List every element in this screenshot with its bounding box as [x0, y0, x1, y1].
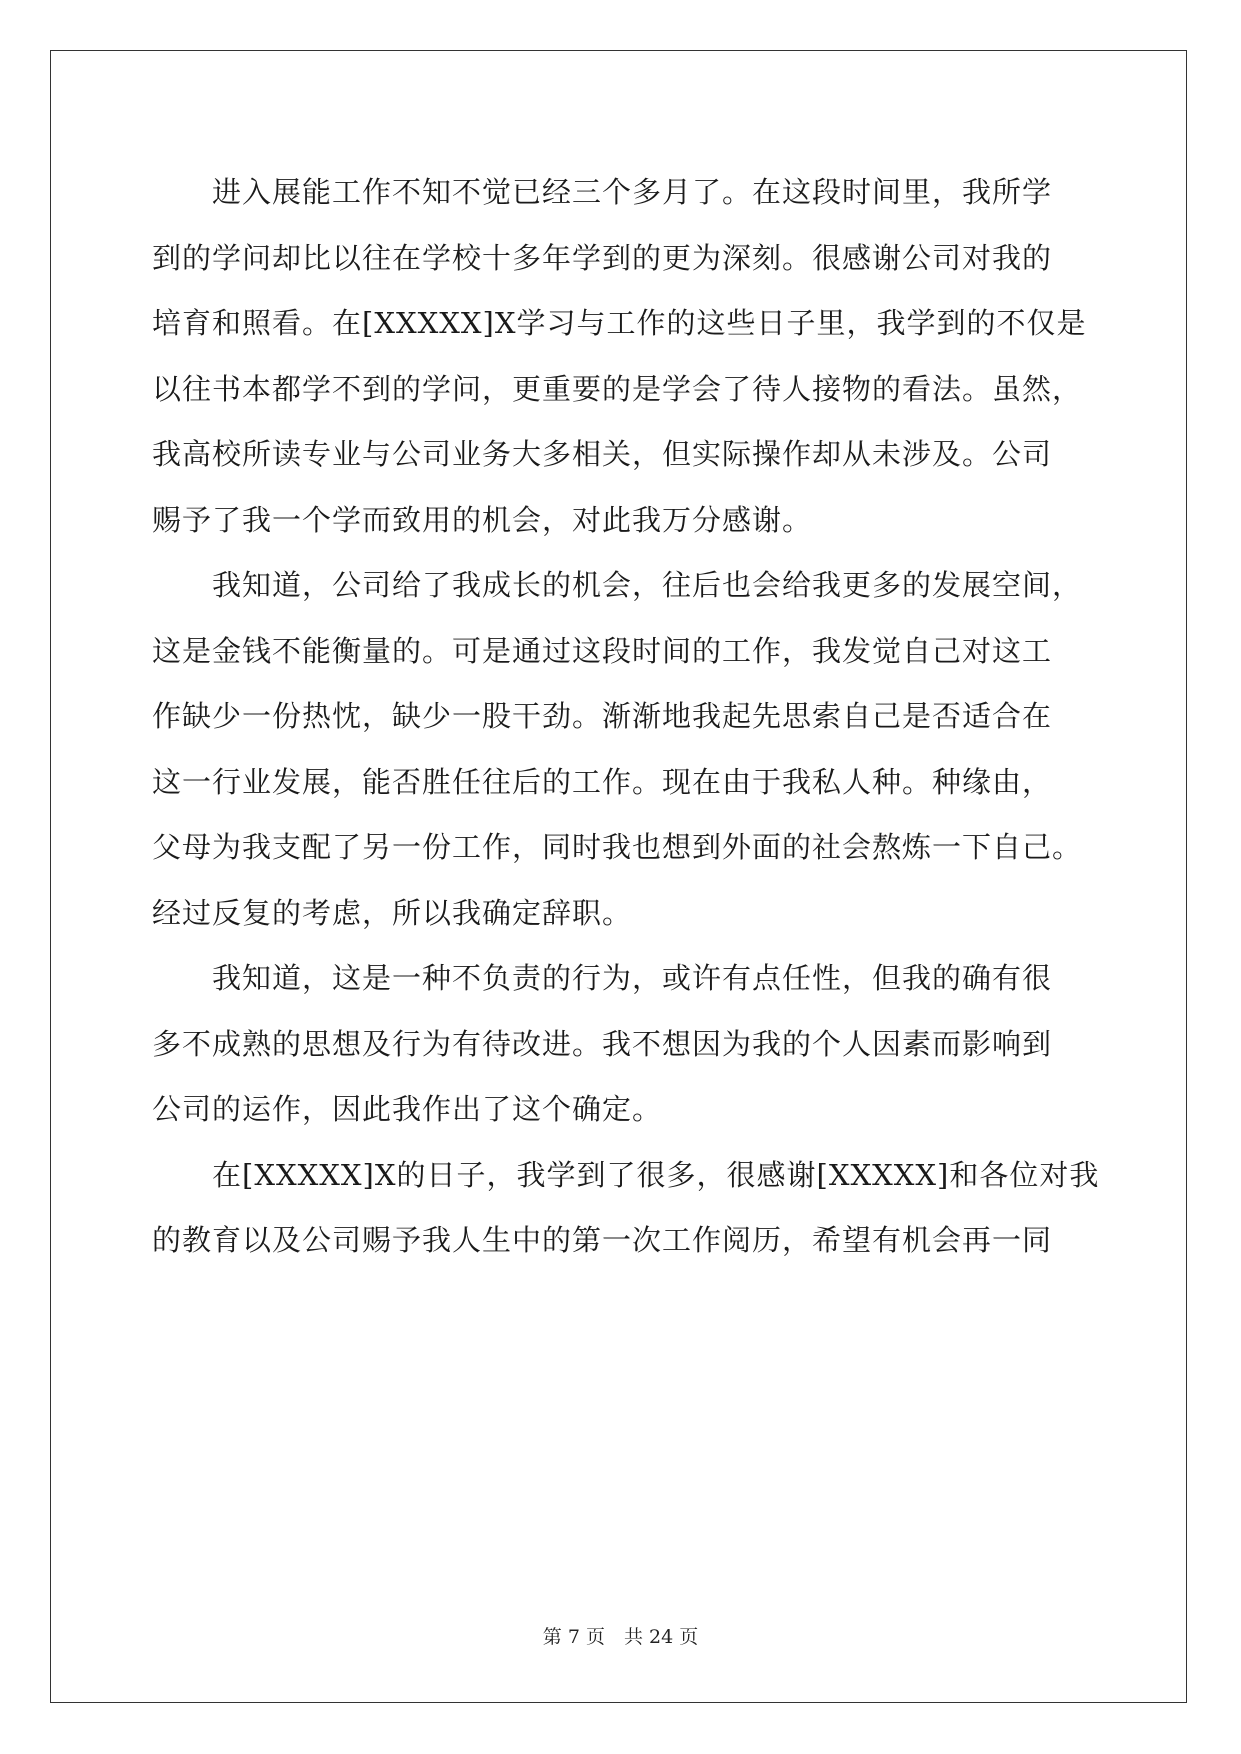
body-line: 这一行业发展，能否胜任往后的工作。现在由于我私人种。种缘由，: [152, 764, 1053, 799]
body-line: 这是金钱不能衡量的。可是通过这段时间的工作，我发觉自己对这工: [152, 633, 1053, 668]
document-body: [152, 160, 1100, 1274]
body-line: 公司的运作，因此我作出了这个确定。: [152, 1092, 663, 1126]
body-line: 培育和照看。在[XXXXX]X学习与工作的这些日子里，我学到的不仅是: [152, 306, 1087, 340]
body-line: 的教育以及公司赐予我人生中的第一次工作阅历，希望有机会再一同: [152, 1223, 1053, 1257]
body-line: 多不成熟的思想及行为有待改进。我不想因为我的个人因素而影响到: [152, 1026, 1053, 1061]
body-line: 到的学问却比以往在学校十多年学到的更为深刻。很感谢公司对我的: [152, 240, 1053, 275]
body-line: 以往书本都学不到的学问，更重要的是学会了待人接物的看法。虽然，: [152, 371, 1083, 406]
body-line: 作缺少一份热忱，缺少一股干劲。渐渐地我起先思索自己是否适合在: [152, 699, 1053, 733]
body-line: 进入展能工作不知不觉已经三个多月了。在这段时间里，我所学: [152, 175, 1053, 209]
body-line: 我知道，公司给了我成长的机会，往后也会给我更多的发展空间，: [152, 568, 1083, 602]
page-number-footer: 第 7 页 共 24 页: [542, 1626, 699, 1648]
body-line: 赐予了我一个学而致用的机会，对此我万分感谢。: [152, 502, 813, 537]
body-line: 在[XXXXX]X的日子，我学到了很多，很感谢[XXXXX]和各位对我: [152, 1157, 1100, 1192]
body-line: 我知道，这是一种不负责的行为，或许有点任性，但我的确有很: [152, 961, 1053, 995]
body-line: 经过反复的考虑，所以我确定辞职。: [152, 895, 633, 930]
body-line: 父母为我支配了另一份工作，同时我也想到外面的社会熬炼一下自己。: [152, 830, 1083, 864]
body-line: 我高校所读专业与公司业务大多相关，但实际操作却从未涉及。公司: [152, 437, 1053, 471]
